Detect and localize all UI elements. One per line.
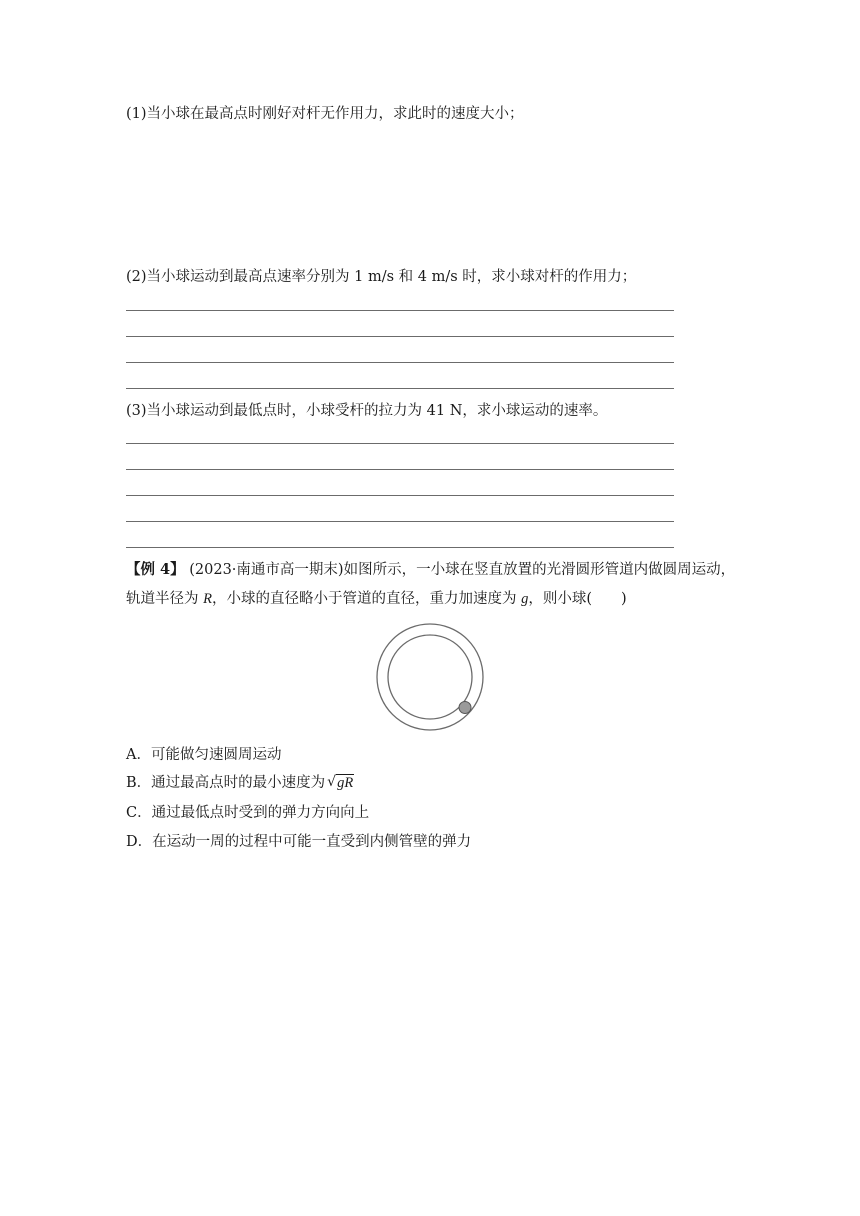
- answer-line: [126, 388, 674, 389]
- answer-line: [126, 495, 674, 496]
- answer-line: [126, 547, 674, 548]
- example-text-1: 如图所示，一小球在竖直放置的光滑圆形管道内做圆周运动，: [343, 562, 736, 578]
- option-b: [126, 773, 354, 793]
- option-d: D．在运动一周的过程中可能一直受到内侧管壁的弹力: [126, 834, 472, 850]
- question-2: (2)当小球运动到最高点速率分别为 1 m/s 和 4 m/s 时，求小球对杆的作用力；: [126, 269, 637, 285]
- sqrt-expression: [327, 773, 354, 793]
- example-text-2a: 轨道半径为: [126, 591, 204, 607]
- question-1: (1)当小球在最高点时刚好对杆无作用力，求此时的速度大小；: [126, 106, 524, 122]
- outer-tube-wall: [377, 624, 483, 730]
- example-text-2b: ，小球的直径略小于管道的直径，重力加速度为: [211, 591, 522, 607]
- answer-line: [126, 336, 674, 337]
- answer-line: [126, 521, 674, 522]
- option-b-text: B．通过最高点时的最小速度为: [126, 775, 326, 791]
- example-4-line-1: [126, 560, 735, 580]
- symbol-g: g: [521, 591, 529, 607]
- question-3: (3)当小球运动到最低点时，小球受杆的拉力为 41 N，求小球运动的速率。: [126, 403, 608, 419]
- example-source: (2023·南通市高一期末): [189, 562, 344, 578]
- answer-line: [126, 443, 674, 444]
- answer-line: [126, 469, 674, 470]
- option-c: C．通过最低点时受到的弹力方向向上: [126, 805, 370, 821]
- example-4-line-2: [126, 589, 627, 609]
- symbol-R: R: [203, 591, 212, 607]
- symbol-g: g: [337, 775, 345, 791]
- example-text-2c: ，则小球( ): [528, 591, 627, 607]
- answer-line: [126, 310, 674, 311]
- circular-tube-diagram: [372, 622, 490, 734]
- small-ball: [459, 702, 471, 714]
- answer-line: [126, 362, 674, 363]
- sqrt-icon: √: [327, 774, 337, 790]
- symbol-R: R: [344, 775, 354, 791]
- option-a: A．可能做匀速圆周运动: [126, 747, 282, 763]
- example-tag: 【例 4】: [126, 561, 185, 578]
